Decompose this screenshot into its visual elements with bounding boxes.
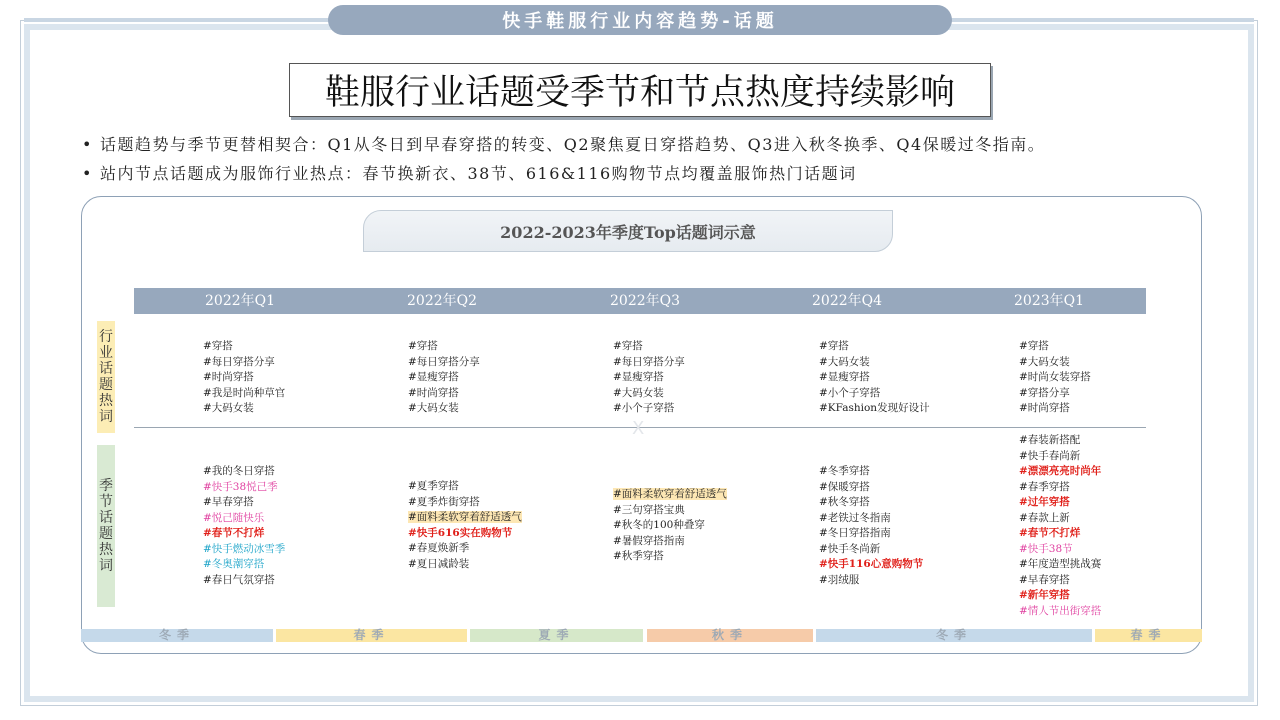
- topic-row: [819, 480, 923, 496]
- topic-tag: #春日气氛穿搭: [203, 573, 275, 586]
- topic-tag: #冬季穿搭: [819, 465, 870, 477]
- topic-row: [203, 480, 285, 496]
- topic-row: [613, 534, 727, 550]
- topic-tag: #我的冬日穿搭: [203, 465, 275, 477]
- topic-tag: #大码女装: [203, 402, 254, 414]
- topic-tag: #显瘦穿搭: [408, 371, 459, 383]
- topic-tag: #快手38悦己季: [203, 480, 278, 493]
- topic-tag: #快手冬尚新: [819, 542, 881, 555]
- topic-row: [613, 339, 685, 355]
- quarter-label: 2022年Q3: [610, 293, 681, 309]
- topic-tag: #冬奥潮穿搭: [203, 558, 265, 570]
- industry-topic-list: [819, 339, 930, 417]
- row-label-char: 题: [99, 377, 113, 393]
- row-label-season: [97, 445, 115, 607]
- row-label-char: 话: [99, 510, 113, 526]
- topic-tag: #穿搭: [613, 340, 643, 352]
- topic-row: [408, 386, 480, 402]
- season-topic-list: [1019, 433, 1101, 619]
- topic-tag: #时尚女装穿搭: [1019, 371, 1091, 383]
- season-segment: 春季: [1095, 629, 1202, 642]
- quarter-label: 2022年Q4: [812, 293, 883, 309]
- topic-row: [1019, 433, 1101, 449]
- topic-row: [819, 339, 930, 355]
- topic-tag: #快手116心意购物节: [819, 558, 924, 570]
- section-banner: 快手鞋服行业内容趋势-话题: [328, 5, 952, 35]
- topic-tag: #秋季穿搭: [613, 550, 664, 562]
- banner-line-left: [24, 18, 334, 22]
- topic-tag: #保暖穿搭: [819, 480, 870, 493]
- topic-tag: #秋冬的100种叠穿: [613, 519, 705, 531]
- topic-row: [1019, 386, 1091, 402]
- topic-tag: #三句穿搭宝典: [613, 503, 685, 516]
- topic-row: [819, 401, 930, 417]
- topic-row: [408, 401, 480, 417]
- topic-row: [203, 573, 285, 589]
- topic-row: [1019, 526, 1101, 542]
- page-title: 鞋服行业话题受季节和节点热度持续影响: [289, 63, 991, 117]
- topic-tag: #老铁过冬指南: [819, 511, 891, 524]
- topic-row: [408, 370, 480, 386]
- bullet-dot-icon: •: [82, 135, 93, 154]
- topic-row: [408, 339, 480, 355]
- topic-row: [203, 401, 285, 417]
- topic-tag: #大码女装: [819, 355, 870, 368]
- season-topic-list: [408, 479, 522, 572]
- industry-topic-list: [203, 339, 285, 417]
- topic-tag: #我是时尚种草官: [203, 386, 286, 399]
- topic-row: [203, 386, 285, 402]
- season-topic-list: [613, 487, 727, 565]
- row-label-char: 词: [99, 558, 113, 574]
- quarter-label: 2022年Q2: [407, 293, 478, 309]
- topic-row: [1019, 604, 1101, 620]
- topic-row: [819, 370, 930, 386]
- season-segment: 秋季: [647, 629, 813, 642]
- topic-row: [408, 541, 522, 557]
- topic-row: [1019, 542, 1101, 558]
- topic-tag: #早春穿搭: [203, 496, 254, 508]
- topic-row: [1019, 370, 1091, 386]
- topic-row: [819, 573, 923, 589]
- topic-row: [203, 511, 285, 527]
- topic-row: [613, 549, 727, 565]
- topic-tag: #新年穿搭: [1019, 589, 1070, 601]
- topic-tag: #春夏焕新季: [408, 542, 470, 554]
- panel-subtitle: 2022-2023年季度Top话题词示意: [363, 210, 893, 252]
- topic-tag: #显瘦穿搭: [613, 371, 664, 383]
- row-label-char: 词: [99, 409, 113, 425]
- row-label-char: 行: [99, 329, 113, 345]
- bullet-item: [82, 134, 1202, 163]
- row-label-char: 热: [99, 542, 113, 558]
- topic-tag: #穿搭分享: [1019, 386, 1070, 399]
- bullet-text: 话题趋势与季节更替相契合：Q1从冬日到早春穿搭的转变、Q2聚焦夏日穿搭趋势、Q3进入秋冬换季、Q4保暖过冬指南。: [100, 135, 1046, 154]
- topic-row: [819, 355, 930, 371]
- topic-tag: #夏日减龄装: [408, 557, 470, 570]
- row-label-industry: [97, 321, 115, 433]
- topic-tag: #小个子穿搭: [819, 386, 881, 399]
- topic-tag: #穿搭: [1019, 340, 1049, 352]
- topic-row: [613, 386, 685, 402]
- topic-row: [203, 464, 285, 480]
- topic-row: [203, 370, 285, 386]
- topic-tag: #时尚穿搭: [408, 386, 459, 399]
- topic-tag: #冬日穿搭指南: [819, 527, 891, 539]
- topic-tag: #快手燃动冰雪季: [203, 542, 286, 555]
- topic-tag: #羽绒服: [819, 573, 860, 586]
- topic-row: [613, 487, 727, 503]
- topic-row: [1019, 511, 1101, 527]
- topic-row: [1019, 401, 1091, 417]
- topic-tag: #面料柔软穿着舒适透气: [408, 511, 522, 523]
- quarter-label: 2023年Q1: [1014, 293, 1085, 309]
- topic-row: [819, 511, 923, 527]
- quarter-label: 2022年Q1: [205, 293, 276, 309]
- topic-row: [1019, 495, 1101, 511]
- topic-tag: #小个子穿搭: [613, 402, 675, 414]
- topic-tag: #早春穿搭: [1019, 573, 1070, 586]
- topic-row: [613, 503, 727, 519]
- bullet-text: 站内节点话题成为服饰行业热点：春节换新衣、38节、616&116购物节点均覆盖服饰热门话题词: [100, 164, 857, 183]
- row-label-char: 题: [99, 526, 113, 542]
- topic-row: [1019, 449, 1101, 465]
- topic-row: [819, 464, 923, 480]
- topic-row: [408, 557, 522, 573]
- topic-tag: #夏季炸街穿搭: [408, 495, 480, 508]
- topic-row: [819, 526, 923, 542]
- topic-tag: #每日穿搭分享: [613, 355, 685, 368]
- topic-row: [1019, 339, 1091, 355]
- topic-row: [613, 401, 685, 417]
- topic-row: [408, 355, 480, 371]
- topic-tag: #年度造型挑战赛: [1019, 558, 1102, 570]
- topic-tag: #春节不打烊: [1019, 527, 1081, 539]
- topic-row: [408, 526, 522, 542]
- topic-tag: #漂漂亮亮时尚年: [1019, 465, 1102, 477]
- topic-tag: #穿搭: [408, 340, 438, 352]
- topic-tag: #时尚穿搭: [203, 371, 254, 383]
- topic-row: [613, 370, 685, 386]
- topic-tag: #过年穿搭: [1019, 496, 1070, 508]
- topic-tag: #快手616实在购物节: [408, 526, 513, 539]
- topic-row: [819, 557, 923, 573]
- row-label-char: 热: [99, 393, 113, 409]
- industry-topic-list: [1019, 339, 1091, 417]
- season-topic-list: [819, 464, 923, 588]
- topic-row: [203, 355, 285, 371]
- season-topic-list: [203, 464, 285, 588]
- topic-row: [203, 495, 285, 511]
- topic-tag: #时尚穿搭: [1019, 402, 1070, 414]
- topic-row: [613, 355, 685, 371]
- row-label-char: 业: [99, 345, 113, 361]
- topic-tag: #春季穿搭: [1019, 480, 1070, 493]
- topic-row: [819, 542, 923, 558]
- topic-row: [1019, 588, 1101, 604]
- industry-topic-list: [613, 339, 685, 417]
- topic-tag: #每日穿搭分享: [408, 355, 480, 368]
- topic-tag: #KFashion发现好设计: [819, 402, 930, 414]
- topic-row: [613, 518, 727, 534]
- topic-tag: #情人节出街穿搭: [1019, 604, 1102, 617]
- topic-tag: #大码女装: [613, 386, 664, 399]
- topic-tag: #大码女装: [408, 402, 459, 414]
- topic-row: [819, 495, 923, 511]
- topic-row: [203, 557, 285, 573]
- topic-row: [203, 339, 285, 355]
- row-label-char: 节: [99, 494, 113, 510]
- season-segment: 夏季: [470, 629, 643, 642]
- topic-row: [1019, 573, 1101, 589]
- topic-row: [1019, 355, 1091, 371]
- topic-row: [819, 386, 930, 402]
- row-label-char: 季: [99, 478, 113, 494]
- topic-tag: #显瘦穿搭: [819, 371, 870, 383]
- banner-line-right: [948, 18, 1254, 22]
- topic-tag: #穿搭: [819, 340, 849, 352]
- topic-tag: #快手38节: [1019, 542, 1073, 555]
- topic-row: [408, 495, 522, 511]
- topic-row: [203, 526, 285, 542]
- industry-topic-list: [408, 339, 480, 417]
- topic-tag: #悦己随快乐: [203, 511, 265, 524]
- topic-tag: #面料柔软穿着舒适透气: [613, 488, 727, 500]
- topic-row: [1019, 464, 1101, 480]
- bullet-dot-icon: •: [82, 164, 93, 183]
- topic-tag: #大码女装: [1019, 355, 1070, 368]
- topic-row: [203, 542, 285, 558]
- topic-tag: #春节不打烊: [203, 527, 265, 539]
- bullet-item: [82, 163, 1202, 192]
- topic-tag: #夏季穿搭: [408, 480, 459, 492]
- topic-tag: #每日穿搭分享: [203, 355, 275, 368]
- season-segment: 春季: [276, 629, 467, 642]
- topic-tag: #快手春尚新: [1019, 449, 1081, 462]
- topic-tag: #春款上新: [1019, 511, 1070, 524]
- topic-tag: #穿搭: [203, 340, 233, 352]
- topic-tag: #暑假穿搭指南: [613, 534, 685, 547]
- topic-row: [408, 479, 522, 495]
- bullet-list: [82, 134, 1202, 192]
- season-segment: 冬季: [81, 629, 273, 642]
- topic-tag: #秋冬穿搭: [819, 496, 870, 508]
- topic-row: [1019, 557, 1101, 573]
- topic-tag: #春装新搭配: [1019, 434, 1081, 446]
- topic-row: [408, 510, 522, 526]
- topic-row: [1019, 480, 1101, 496]
- season-segment: 冬季: [816, 629, 1092, 642]
- row-label-char: 话: [99, 361, 113, 377]
- faint-mark: X: [632, 418, 645, 439]
